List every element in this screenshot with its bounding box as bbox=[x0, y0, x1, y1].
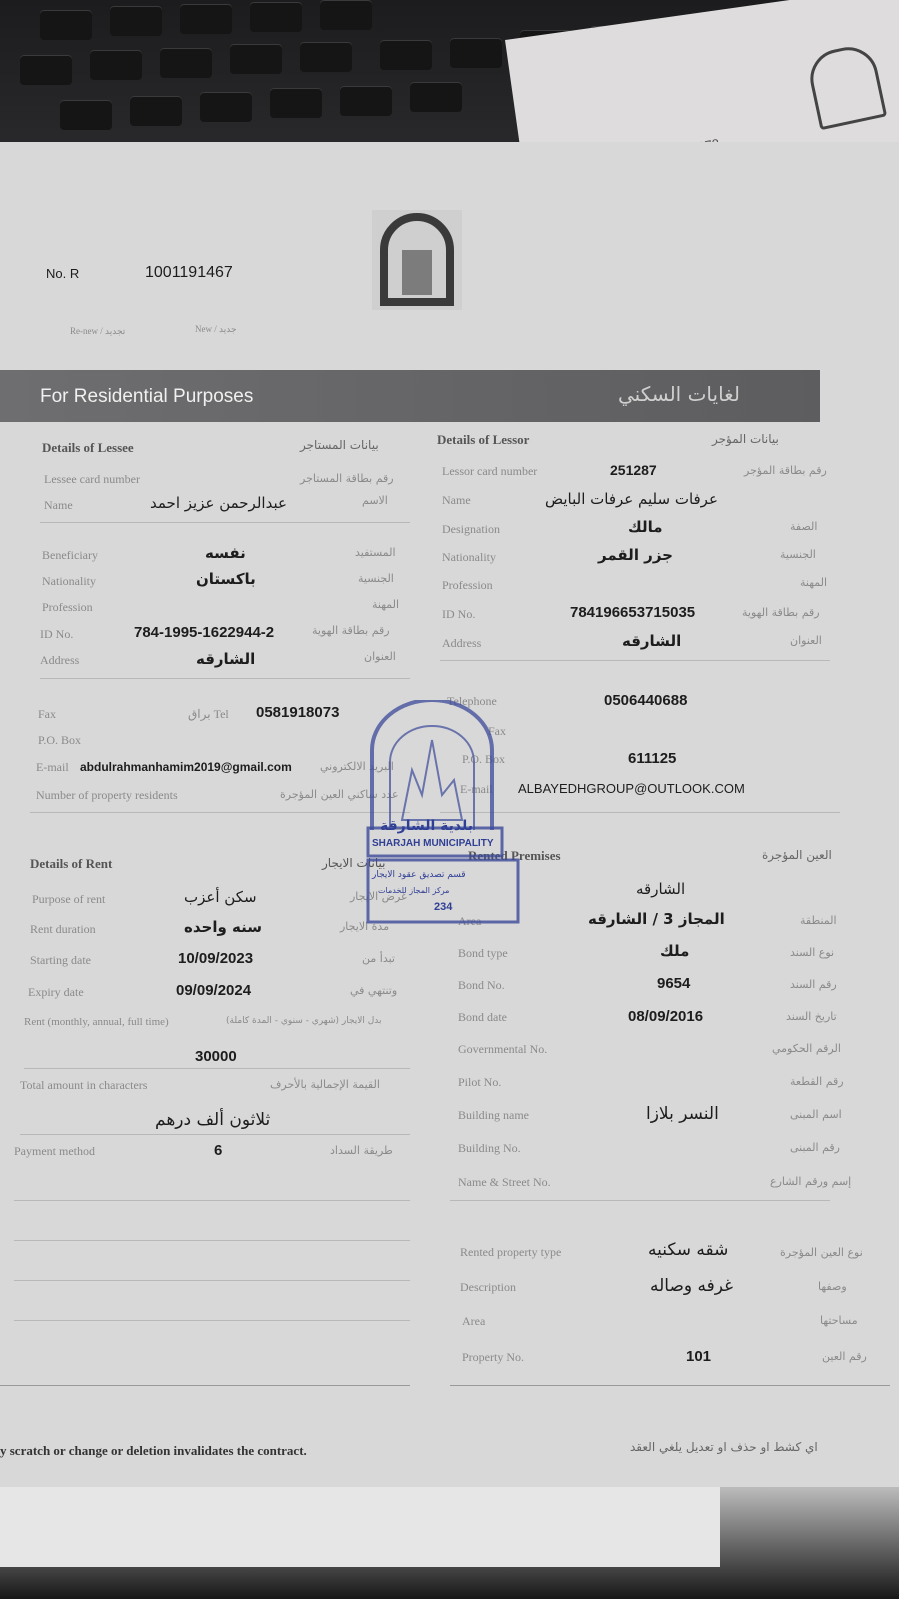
lessee-tel-label: براق Tel bbox=[188, 707, 229, 721]
total-label-ar: القيمة الإجمالية بالأحرف bbox=[270, 1078, 380, 1091]
residents-label-ar: عدد ساكني العين المؤجرة bbox=[280, 788, 399, 801]
total-value: ثلاثون ألف درهم bbox=[155, 1110, 271, 1130]
rent-heading-ar: بيانات الايجار bbox=[322, 856, 386, 870]
lessee-profession-label: Profession bbox=[42, 600, 93, 614]
premises-bottom-line bbox=[450, 1385, 890, 1386]
lessee-profession-label-ar: المهنة bbox=[372, 598, 400, 611]
rent-line-2 bbox=[14, 1240, 410, 1241]
lessor-pobox-value: 611125 bbox=[628, 750, 677, 767]
bond-type-label-ar: نوع السند bbox=[790, 946, 835, 959]
rent-line-4 bbox=[14, 1320, 410, 1321]
new-checkbox-label: New / جديد bbox=[195, 324, 237, 334]
lessee-id-label-ar: رقم بطاقة الهوية bbox=[312, 624, 390, 637]
premises-area-label-ar: المنطقة bbox=[800, 914, 837, 927]
lessor-nationality-value: جزر القمر bbox=[598, 546, 673, 564]
lessor-name-label: Name bbox=[442, 493, 471, 507]
building-name-label: Building name bbox=[458, 1108, 529, 1122]
purpose-label: Purpose of rent bbox=[32, 892, 106, 906]
lessee-name-label-ar: الاسم bbox=[362, 494, 388, 507]
total-label: Total amount in characters bbox=[20, 1078, 148, 1092]
lessor-id-label: ID No. bbox=[442, 607, 476, 621]
lessee-nationality-value: باكستان bbox=[196, 570, 256, 588]
lessee-address-value: الشارقه bbox=[196, 650, 256, 668]
premises-area-label: Area bbox=[458, 914, 482, 928]
lessor-address-label-ar: العنوان bbox=[790, 634, 822, 647]
lessee-card-label: Lessee card number bbox=[44, 472, 140, 486]
bond-type-label: Bond type bbox=[458, 946, 508, 960]
lessee-id-label: ID No. bbox=[40, 627, 74, 641]
rent-heading: Details of Rent bbox=[30, 856, 113, 871]
lessor-address-label: Address bbox=[442, 636, 482, 650]
page-under bbox=[0, 1487, 720, 1567]
lessee-pobox-label: P.O. Box bbox=[38, 733, 82, 747]
duration-value: سنه واحده bbox=[184, 918, 262, 936]
premises-area-value: المجاز 3 / الشارقه bbox=[588, 910, 725, 928]
banner-title-arabic: لغايات السكني bbox=[618, 382, 740, 406]
premises-heading: Rented Premises bbox=[468, 848, 561, 863]
beneficiary-label: Beneficiary bbox=[42, 548, 98, 562]
purpose-value: سكن أعزب bbox=[184, 888, 257, 906]
lessor-heading-ar: بيانات المؤجر bbox=[712, 432, 779, 446]
plot-no-label: Pilot No. bbox=[458, 1075, 502, 1089]
stamp-code: 234 bbox=[434, 901, 453, 913]
premises-heading-ar: العين المؤجرة bbox=[762, 848, 832, 862]
expiry-date-label-ar: وتنتهي في bbox=[350, 984, 398, 997]
lessee-email-value: abdulrahmanhamim2019@gmail.com bbox=[80, 760, 292, 774]
lessor-profession-label: Profession bbox=[442, 578, 493, 592]
start-date-value: 10/09/2023 bbox=[178, 950, 254, 967]
lessor-designation-label-ar: الصفة bbox=[790, 520, 818, 533]
lessor-id-label-ar: رقم بطاقة الهوية bbox=[742, 606, 820, 619]
stamp-department-ar: قسم تصديق عقود الايجار bbox=[372, 870, 466, 880]
lessor-designation-label: Designation bbox=[442, 522, 500, 536]
lessee-tel-value: 0581918073 bbox=[256, 704, 340, 721]
stamp-municipality-ar: بلدية الشارقة bbox=[380, 818, 473, 834]
contract-no-label: No. R bbox=[46, 266, 80, 281]
bond-date-value: 08/09/2016 bbox=[628, 1008, 704, 1025]
lessor-address-value: الشارقه bbox=[622, 632, 682, 650]
property-type-value: شقه سكنيه bbox=[648, 1240, 729, 1260]
lessor-heading: Details of Lessor bbox=[437, 432, 530, 447]
duration-label: Rent duration bbox=[30, 922, 96, 936]
lessor-telephone-label: Telephone bbox=[447, 694, 497, 708]
street-label-ar: إسم ورقم الشارع bbox=[770, 1175, 852, 1188]
property-type-label-ar: نوع العين المؤجرة bbox=[780, 1246, 863, 1259]
premises-line-1 bbox=[450, 1200, 830, 1201]
bond-no-value: 9654 bbox=[657, 975, 691, 992]
street-label: Name & Street No. bbox=[458, 1175, 551, 1189]
bond-no-label-ar: رقم السند bbox=[790, 978, 837, 991]
footer-warning-english: y scratch or change or deletion invalidates the contract. bbox=[0, 1443, 307, 1458]
bond-date-label: Bond date bbox=[458, 1010, 507, 1024]
rent-bottom-line bbox=[0, 1385, 410, 1386]
lessor-name-value: عرفات سليم عرفات البايض bbox=[545, 490, 718, 508]
governmental-no-label: Governmental No. bbox=[458, 1042, 548, 1056]
lessor-card-value: 251287 bbox=[610, 462, 657, 478]
expiry-date-label: Expiry date bbox=[28, 985, 84, 999]
property-no-value: 101 bbox=[686, 1348, 712, 1365]
lessor-card-label-ar: رقم بطاقة المؤجر bbox=[744, 464, 827, 477]
bond-date-label-ar: تاريخ السند bbox=[786, 1010, 837, 1023]
lessee-email-label-ar: البريد الالكتروني bbox=[320, 760, 394, 773]
residents-label: Number of property residents bbox=[36, 788, 178, 802]
lessee-id-value: 784-1995-1622944-2 bbox=[134, 624, 275, 641]
lessor-address-line bbox=[440, 660, 830, 661]
lessor-profession-label-ar: المهنة bbox=[800, 576, 828, 589]
description-label: Description bbox=[460, 1280, 516, 1294]
purpose-label-ar: غرض الايجار bbox=[350, 890, 407, 903]
building-name-value: النسر بلازا bbox=[646, 1104, 719, 1124]
area2-label-ar: مساحتها bbox=[820, 1314, 858, 1327]
lessee-address-line bbox=[40, 678, 410, 679]
payment-value: 6 bbox=[214, 1142, 223, 1159]
lessee-email-label: E-mail bbox=[36, 760, 69, 774]
renew-checkbox-label: Re-new / تجديد bbox=[70, 326, 126, 336]
bond-type-value: ملك bbox=[660, 942, 690, 960]
payment-label-ar: طريقة السداد bbox=[330, 1144, 393, 1157]
property-no-label: Property No. bbox=[462, 1350, 524, 1364]
lessee-name-label: Name bbox=[44, 498, 73, 512]
beneficiary-label-ar: المستفيد bbox=[355, 546, 396, 559]
property-type-label: Rented property type bbox=[460, 1245, 562, 1259]
lessee-card-label-ar: رقم بطاقة المستاجر bbox=[300, 472, 394, 485]
start-date-label: Starting date bbox=[30, 953, 91, 967]
rent-line-1 bbox=[14, 1200, 410, 1201]
sharjah-municipality-logo bbox=[372, 210, 462, 310]
property-no-label-ar: رقم العين bbox=[822, 1350, 867, 1363]
premises-city-value: الشارقه bbox=[636, 880, 686, 898]
rent-amount-label-ar: بدل الايجار (شهري - سنوي - المدة كاملة) bbox=[226, 1016, 382, 1026]
lessee-address-label: Address bbox=[40, 653, 80, 667]
building-name-label-ar: اسم المبنى bbox=[790, 1108, 842, 1121]
lessor-telephone-value: 0506440688 bbox=[604, 692, 688, 709]
lessee-heading-ar: بيانات المستاجر bbox=[300, 438, 379, 452]
building-no-label: Building No. bbox=[458, 1141, 521, 1155]
expiry-date-value: 09/09/2024 bbox=[176, 982, 252, 999]
beneficiary-value: نفسه bbox=[205, 544, 246, 562]
lessee-bottom-line bbox=[30, 812, 410, 813]
banner-title-english: For Residential Purposes bbox=[40, 386, 254, 407]
stamp-municipality-en: SHARJAH MUNICIPALITY bbox=[372, 838, 494, 849]
lessee-nationality-label-ar: الجنسية bbox=[358, 572, 394, 585]
lessee-name-line bbox=[40, 522, 410, 523]
lessee-heading: Details of Lessee bbox=[42, 440, 134, 455]
total-line bbox=[20, 1134, 410, 1135]
lessor-email-value: ALBAYEDHGROUP@OUTLOOK.COM bbox=[518, 781, 745, 796]
lessor-designation-value: مالك bbox=[628, 518, 663, 536]
lessor-fax-label: Fax bbox=[488, 724, 506, 738]
footer-warning-arabic: اي كشط او حذف او تعديل يلغي العقد bbox=[630, 1440, 818, 1454]
lessor-id-value: 784196653715035 bbox=[570, 604, 696, 621]
description-value: غرفه وصاله bbox=[650, 1276, 734, 1296]
lessor-nationality-label-ar: الجنسية bbox=[780, 548, 816, 561]
plot-no-label-ar: رقم القطعة bbox=[790, 1075, 844, 1088]
lessee-fax-label: Fax bbox=[38, 707, 56, 721]
lessee-address-label-ar: العنوان bbox=[364, 650, 396, 663]
contract-no-value: 1001191467 bbox=[145, 264, 233, 281]
stamp-center-ar: مركز المجاز للخدمات bbox=[378, 886, 450, 895]
sharjah-municipality-stamp bbox=[362, 700, 522, 930]
rent-amount-label: Rent (monthly, annual, full time) bbox=[24, 1016, 169, 1028]
lessor-card-label: Lessor card number bbox=[442, 464, 538, 478]
lessor-pobox-label: P.O. Box bbox=[462, 752, 506, 766]
building-no-label-ar: رقم المبنى bbox=[790, 1141, 840, 1154]
governmental-no-label-ar: الرقم الحكومي bbox=[772, 1042, 841, 1055]
lessor-email-label: E-mail bbox=[460, 782, 493, 796]
lessee-nationality-label: Nationality bbox=[42, 574, 96, 588]
area2-label: Area bbox=[462, 1314, 486, 1328]
description-label-ar: وصفها bbox=[818, 1280, 847, 1293]
rent-amount-value: 30000 bbox=[195, 1048, 237, 1065]
payment-label: Payment method bbox=[14, 1144, 95, 1158]
lessee-name: عبدالرحمن عزيز احمد bbox=[150, 494, 287, 512]
rent-amount-line bbox=[24, 1068, 410, 1069]
lessor-nationality-label: Nationality bbox=[442, 550, 496, 564]
rent-line-3 bbox=[14, 1280, 410, 1281]
duration-label-ar: مدة الايجار bbox=[340, 920, 390, 933]
bond-no-label: Bond No. bbox=[458, 978, 505, 992]
start-date-label-ar: تبدأ من bbox=[362, 952, 395, 965]
